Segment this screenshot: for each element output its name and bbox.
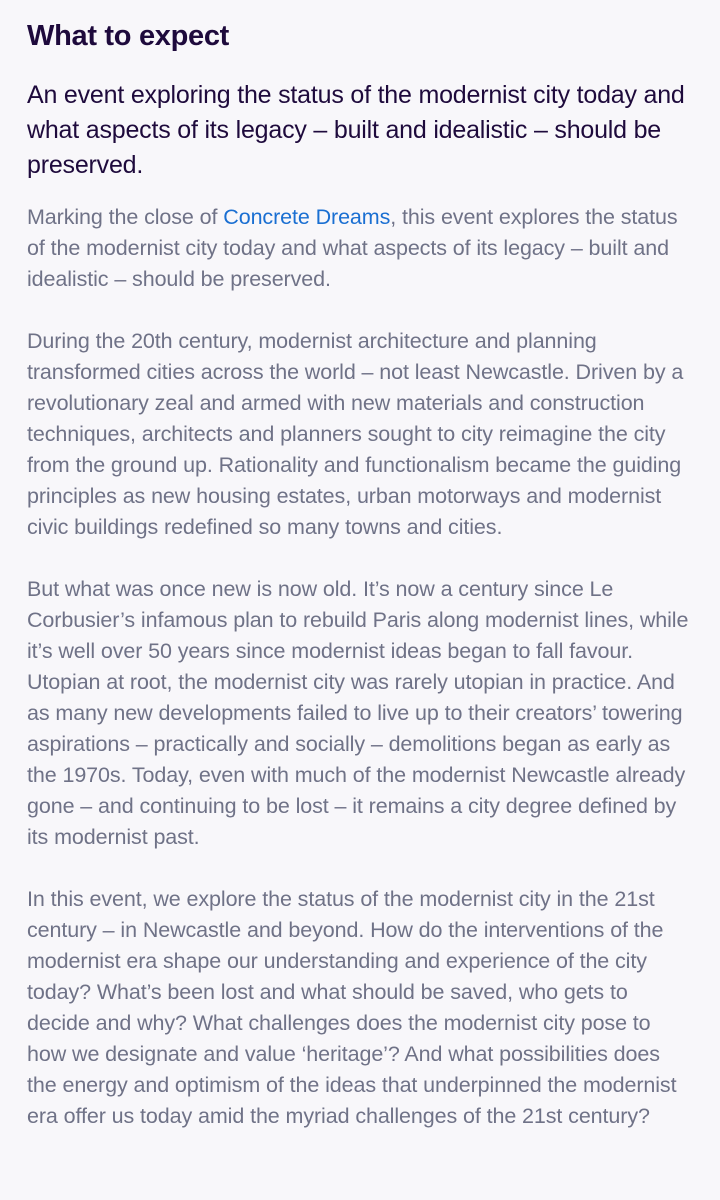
concrete-dreams-link[interactable]: Concrete Dreams [223,205,391,229]
section-heading: What to expect [27,20,230,52]
paragraph-1-rest: , this event explores the status of the modernist city today and what aspects of its legacy – built and idealistic – should be preserved. [27,205,678,291]
description-paragraph-4: In this event, we explore the status of the modernist city in the 21st century – in Newcastle and beyond. How do the interventions of the modernist era shape our understanding and experience of the city today? What’s been lost and what should be saved, who gets to decide and why? What challenges does the modernist city pose to how we designate and value ‘heritage’? And what possibilities does the energy and optimism of the ideas that underpinned the modernist era offer us today amid the myriad challenges of the 21st century? [27,887,677,1128]
event-summary: An event exploring the status of the modernist city today and what aspects of its legacy – built and idealistic – should be preserved. [27,81,685,179]
description-paragraph-1 [27,202,690,295]
paragraph-1-intro: Marking the close of [27,205,224,229]
description-paragraph-2: During the 20th century, modernist architecture and planning transformed cities across the world – not least Newcastle. Driven by a revolutionary zeal and armed with new materials and construction techniques, architects and planners sought to city reimagine the city from the ground up. Rationality and functionalism became the guiding principles as new housing estates, urban motorways and modernist civic buildings redefined so many towns and cities. [27,329,684,539]
description-paragraph-3: But what was once new is now old. It’s now a century since Le Corbusier’s infamous plan to rebuild Paris along modernist lines, while it’s well over 50 years since modernist ideas began to fall favour. Utopian at root, the modernist city was rarely utopian in practice. And as many new developments failed to live up to their creators’ towering aspirations – practically and socially – demolitions began as early as the 1970s. Today, even with much of the modernist Newcastle already gone – and continuing to be lost – it remains a city degree defined by its modernist past. [27,577,689,849]
